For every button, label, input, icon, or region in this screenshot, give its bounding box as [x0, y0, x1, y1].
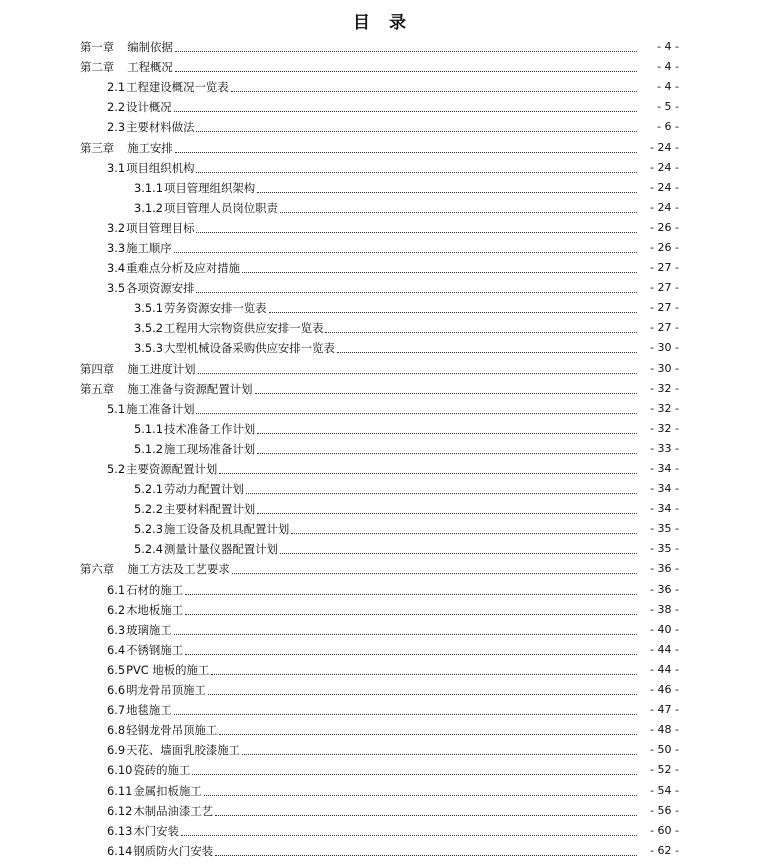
- toc-entry[interactable]: [0, 218, 760, 238]
- toc-entry-title: 石材的施工: [126, 582, 184, 597]
- toc-dot-leader: [196, 171, 637, 173]
- toc-entry-number: 5.2.2: [134, 502, 163, 517]
- toc-entry-title: 施工安排: [127, 140, 173, 155]
- toc-entry-page-number: - 27 -: [650, 301, 679, 315]
- toc-entry-page-number: - 36 -: [650, 582, 679, 596]
- toc-entry[interactable]: [0, 600, 760, 620]
- toc-dot-leader: [257, 191, 637, 193]
- toc-entry-number: 第一章: [80, 40, 115, 55]
- toc-entry-number: 5.2.1: [134, 482, 163, 497]
- toc-dot-leader: [175, 50, 637, 52]
- toc-entry-title: 金属扣板施工: [133, 783, 202, 798]
- toc-entry-page-number: - 26 -: [650, 220, 679, 234]
- toc-entry-number: 6.10: [107, 763, 133, 778]
- toc-dot-leader: [175, 70, 637, 72]
- toc-entry[interactable]: [0, 539, 760, 559]
- toc-entry-title: 设计概况: [126, 100, 172, 115]
- toc-entry-title: 项目管理目标: [126, 220, 195, 235]
- toc-entry-page-number: - 34 -: [650, 462, 679, 476]
- toc-entry-title: 瓷砖的施工: [133, 763, 191, 778]
- toc-entry-page-number: - 47 -: [650, 703, 679, 717]
- toc-entry-number: 6.14: [107, 843, 133, 858]
- toc-entry-number: 5.1: [107, 401, 126, 416]
- toc-entry-number: 6.4: [107, 642, 126, 657]
- toc-entry-page-number: - 35 -: [650, 522, 679, 536]
- toc-entry-page-number: - 24 -: [650, 200, 679, 214]
- toc-dot-leader: [175, 151, 637, 153]
- toc-entry-page-number: - 62 -: [650, 843, 679, 857]
- toc-dot-leader: [325, 331, 637, 333]
- toc-entry-page-number: - 27 -: [650, 321, 679, 335]
- toc-dot-leader: [196, 130, 637, 132]
- toc-entry[interactable]: [0, 459, 760, 479]
- toc-dot-leader: [219, 733, 637, 735]
- toc-entry-title: 主要材料配置计划: [163, 502, 256, 517]
- toc-entry-page-number: - 50 -: [650, 743, 679, 757]
- toc-entry-page-number: - 60 -: [650, 823, 679, 837]
- toc-entry-title: 劳务资源安排一览表: [163, 301, 267, 316]
- toc-entry-title: 大型机械设备采购供应安排一览表: [163, 341, 335, 356]
- toc-entry[interactable]: [0, 158, 760, 178]
- toc-entry-number: 第五章: [80, 381, 115, 396]
- toc-entry-title: 木地板施工: [126, 602, 184, 617]
- toc-entry-number: 6.11: [107, 783, 133, 798]
- toc-dot-leader: [257, 432, 637, 434]
- toc-entry-title: 工程概况: [127, 60, 173, 75]
- toc-entry-number: 6.6: [107, 683, 126, 698]
- toc-entry-page-number: - 4 -: [657, 40, 679, 54]
- toc-entry-title: 项目管理人员岗位职责: [163, 200, 278, 215]
- page-title: 目 录: [353, 13, 407, 33]
- toc-dot-leader: [291, 532, 637, 534]
- toc-entry[interactable]: [0, 780, 760, 800]
- toc-entry-number: 6.7: [107, 703, 126, 718]
- toc-entry[interactable]: [0, 519, 760, 539]
- toc-entry[interactable]: [0, 198, 760, 218]
- toc-entry[interactable]: [0, 841, 760, 861]
- toc-entry-page-number: - 44 -: [650, 642, 679, 656]
- toc-dot-leader: [185, 653, 637, 655]
- toc-entry-number: 6.9: [107, 743, 126, 758]
- toc-entry-page-number: - 32 -: [650, 421, 679, 435]
- toc-entry-title: 天花、墙面乳胶漆施工: [126, 743, 241, 758]
- toc-entry-number: 5.2.4: [134, 542, 163, 557]
- toc-entry-page-number: - 24 -: [650, 140, 679, 154]
- toc-entry[interactable]: [0, 97, 760, 117]
- toc-entry[interactable]: [0, 77, 760, 97]
- toc-entry-number: 第六章: [80, 562, 115, 577]
- toc-entry[interactable]: [0, 660, 760, 680]
- toc-entry-title: 木制品油漆工艺: [133, 803, 214, 818]
- toc-entry-page-number: - 46 -: [650, 683, 679, 697]
- toc-dot-leader: [196, 412, 637, 414]
- toc-dot-leader: [198, 372, 637, 374]
- toc-entry-number: 6.8: [107, 723, 126, 738]
- toc-entry-number: 6.2: [107, 602, 126, 617]
- toc-entry[interactable]: [0, 439, 760, 459]
- toc-dot-leader: [215, 854, 637, 856]
- toc-entry-title: 施工设备及机具配置计划: [163, 522, 290, 537]
- toc-entry-title: 技术准备工作计划: [163, 421, 256, 436]
- toc-entry[interactable]: [0, 640, 760, 660]
- toc-entry-title: 木门安装: [133, 823, 179, 838]
- toc-entry-page-number: - 56 -: [650, 803, 679, 817]
- toc-entry-title: 明龙骨吊顶施工: [126, 683, 206, 698]
- toc-dot-leader: [211, 673, 637, 675]
- toc-entry-number: 6.3: [107, 622, 126, 637]
- toc-entry-number: 3.1.1: [134, 180, 163, 195]
- toc-dot-leader: [196, 291, 637, 293]
- toc-entry-number: 3.1: [107, 160, 126, 175]
- toc-entry-title: 施工方法及工艺要求: [127, 562, 230, 577]
- toc-entry-page-number: - 40 -: [650, 622, 679, 636]
- toc-dot-leader: [231, 90, 637, 92]
- toc-entry-number: 3.5.2: [134, 321, 163, 336]
- toc-entry-title: 测量计量仪器配置计划: [163, 542, 278, 557]
- toc-entry-page-number: - 36 -: [650, 562, 679, 576]
- toc-entry[interactable]: [0, 479, 760, 499]
- toc-entry-title: 施工准备与资源配置计划: [127, 381, 253, 396]
- toc-dot-leader: [269, 311, 637, 313]
- toc-entry-title: 编制依据: [127, 40, 173, 55]
- toc-entry-number: 3.1.2: [134, 200, 163, 215]
- toc-entry-page-number: - 35 -: [650, 542, 679, 556]
- toc-entry-title: 施工进度计划: [127, 361, 196, 376]
- toc-entry-page-number: - 54 -: [650, 783, 679, 797]
- toc-entry-page-number: - 33 -: [650, 441, 679, 455]
- toc-dot-leader: [337, 351, 637, 353]
- toc-dot-leader: [185, 593, 637, 595]
- toc-entry[interactable]: [0, 801, 760, 821]
- toc-entry[interactable]: [0, 680, 760, 700]
- toc-entry-page-number: - 34 -: [650, 482, 679, 496]
- toc-entry-page-number: - 44 -: [650, 662, 679, 676]
- toc-entry-title: 玻璃施工: [126, 622, 172, 637]
- toc-entry-page-number: - 4 -: [657, 80, 679, 94]
- toc-dot-leader: [181, 834, 637, 836]
- toc-entry[interactable]: [0, 318, 760, 338]
- toc-dot-leader: [215, 814, 637, 816]
- toc-entry-title: 主要材料做法: [126, 120, 195, 135]
- toc-entry[interactable]: [0, 740, 760, 760]
- toc-entry-title: 施工顺序: [126, 240, 172, 255]
- toc-entry-number: 5.2.3: [134, 522, 163, 537]
- toc-entry-title: 主要资源配置计划: [126, 462, 218, 477]
- toc-entry-title: 不锈钢施工: [126, 642, 184, 657]
- toc-entry-title: 各项资源安排: [126, 281, 195, 296]
- toc-entry-page-number: - 24 -: [650, 180, 679, 194]
- toc-dot-leader: [185, 613, 637, 615]
- toc-dot-leader: [174, 251, 637, 253]
- toc-entry-number: 6.1: [107, 582, 126, 597]
- toc-dot-leader: [246, 492, 637, 494]
- toc-entry[interactable]: [0, 379, 760, 399]
- toc-entry-title: 项目组织机构: [126, 160, 195, 175]
- toc-entry-number: 第四章: [80, 361, 115, 376]
- toc-entry-title: 工程建设概况一览表: [126, 80, 229, 95]
- toc-entry-title: 施工现场准备计划: [163, 441, 256, 456]
- toc-entry-number: 2.1: [107, 80, 126, 95]
- toc-entry[interactable]: [0, 559, 760, 579]
- toc-entry-number: 6.5: [107, 662, 126, 677]
- toc-entry[interactable]: [0, 821, 760, 841]
- toc-entry-page-number: - 30 -: [650, 361, 679, 375]
- toc-entry-page-number: - 30 -: [650, 341, 679, 355]
- toc-entry-number: 3.4: [107, 261, 126, 276]
- toc-entry-number: 6.13: [107, 823, 133, 838]
- toc-entry-page-number: - 5 -: [657, 100, 679, 114]
- toc-entry[interactable]: [0, 178, 760, 198]
- toc-entry[interactable]: [0, 298, 760, 318]
- toc-entry-page-number: - 52 -: [650, 763, 679, 777]
- toc-entry-number: 5.1.2: [134, 441, 163, 456]
- toc-entry-number: 3.2: [107, 220, 126, 235]
- toc-entry[interactable]: [0, 399, 760, 419]
- toc-dot-leader: [280, 211, 637, 213]
- toc-entry[interactable]: [0, 238, 760, 258]
- toc-dot-leader: [174, 110, 637, 112]
- toc-entry-number: 第三章: [80, 140, 115, 155]
- toc-entry[interactable]: [0, 419, 760, 439]
- toc-entry-title: 施工准备计划: [126, 401, 195, 416]
- toc-entry-page-number: - 34 -: [650, 502, 679, 516]
- toc-entry[interactable]: [0, 760, 760, 780]
- toc-entry-title: 钢质防火门安装: [133, 843, 214, 858]
- toc-entry-page-number: - 48 -: [650, 723, 679, 737]
- toc-entry[interactable]: [0, 720, 760, 740]
- toc-dot-leader: [257, 512, 637, 514]
- toc-dot-leader: [280, 552, 637, 554]
- toc-entry-page-number: - 24 -: [650, 160, 679, 174]
- toc-entry-page-number: - 27 -: [650, 281, 679, 295]
- toc-entry-title: 劳动力配置计划: [163, 482, 244, 497]
- toc-entry-number: 5.2: [107, 462, 126, 477]
- toc-dot-leader: [174, 633, 637, 635]
- toc-entry-page-number: - 4 -: [657, 60, 679, 74]
- toc-entry[interactable]: [0, 117, 760, 137]
- toc-dot-leader: [174, 713, 637, 715]
- toc-entry-number: 2.3: [107, 120, 126, 135]
- toc-entry-title: PVC 地板的施工: [126, 662, 210, 677]
- toc-entry[interactable]: [0, 620, 760, 640]
- toc-entry-title: 地毯施工: [126, 703, 172, 718]
- toc-dot-leader: [204, 794, 637, 796]
- toc-entry-number: 5.1.1: [134, 421, 163, 436]
- toc-dot-leader: [257, 452, 637, 454]
- toc-entry[interactable]: [0, 57, 760, 77]
- toc-entry-page-number: - 6 -: [657, 120, 679, 134]
- toc-entry-number: 3.3: [107, 240, 126, 255]
- toc-entry[interactable]: [0, 278, 760, 298]
- toc-entry[interactable]: [0, 137, 760, 157]
- toc-entry-title: 项目管理组织架构: [163, 180, 256, 195]
- toc-dot-leader: [242, 753, 637, 755]
- toc-entry[interactable]: [0, 499, 760, 519]
- toc-entry-page-number: - 32 -: [650, 381, 679, 395]
- table-of-contents: [0, 37, 760, 861]
- toc-entry[interactable]: [0, 580, 760, 600]
- toc-dot-leader: [255, 392, 638, 394]
- toc-entry[interactable]: [0, 338, 760, 358]
- toc-dot-leader: [242, 271, 637, 273]
- toc-entry-title: 工程用大宗物资供应安排一览表: [163, 321, 324, 336]
- toc-entry-page-number: - 38 -: [650, 602, 679, 616]
- toc-entry[interactable]: [0, 700, 760, 720]
- toc-entry[interactable]: [0, 37, 760, 57]
- toc-dot-leader: [219, 472, 637, 474]
- toc-entry-number: 2.2: [107, 100, 126, 115]
- toc-entry-page-number: - 26 -: [650, 240, 679, 254]
- toc-dot-leader: [232, 572, 637, 574]
- toc-entry-number: 3.5.3: [134, 341, 163, 356]
- toc-entry[interactable]: [0, 258, 760, 278]
- toc-entry-number: 3.5.1: [134, 301, 163, 316]
- toc-entry[interactable]: [0, 359, 760, 379]
- toc-dot-leader: [208, 693, 637, 695]
- toc-entry-title: 轻钢龙骨吊顶施工: [126, 723, 218, 738]
- toc-entry-number: 6.12: [107, 803, 133, 818]
- toc-dot-leader: [192, 773, 637, 775]
- toc-entry-number: 第二章: [80, 60, 115, 75]
- toc-entry-page-number: - 32 -: [650, 401, 679, 415]
- toc-entry-page-number: - 27 -: [650, 261, 679, 275]
- toc-entry-title: 重难点分析及应对措施: [126, 261, 241, 276]
- toc-dot-leader: [196, 231, 637, 233]
- toc-entry-number: 3.5: [107, 281, 126, 296]
